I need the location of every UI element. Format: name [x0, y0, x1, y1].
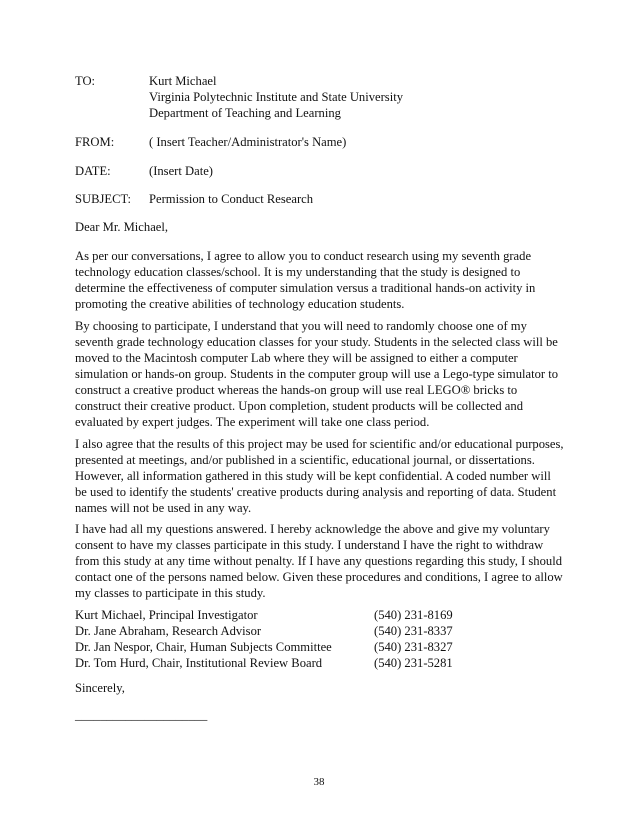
paragraph-line: However, all information gathered in this study will be kept confidential. A coded number will: [75, 469, 551, 483]
contact-row: [75, 623, 555, 639]
contact-name: Dr. Jane Abraham, Research Advisor: [75, 624, 262, 638]
contact-row: [75, 607, 555, 623]
contact-phone: (540) 231-5281: [374, 656, 453, 670]
recipient-name: Kurt Michael: [149, 74, 217, 88]
paragraph-line: contact one of the persons named below. Given these procedures and conditions, I agree to allow: [75, 570, 563, 584]
contact-name: Kurt Michael, Principal Investigator: [75, 608, 258, 622]
paragraph-line: from this study at any time without penalty. If I have any questions regarding this study, I should: [75, 554, 562, 568]
date-label: DATE:: [75, 164, 111, 178]
paragraph-line: determine the effectiveness of computer simulation versus a traditional hands-on activity in: [75, 281, 536, 295]
paragraph-line: construct their creative product. Upon completion, student products will be collected and: [75, 399, 523, 413]
contact-phone: (540) 231-8169: [374, 608, 453, 622]
paragraph-line: my classes to participate in this study.: [75, 586, 266, 600]
contact-row: [75, 639, 555, 655]
contact-list: [75, 607, 555, 671]
paragraph-line: evaluated by expert judges. The experiment will take one class period.: [75, 415, 430, 429]
paragraph-line: moved to the Macintosh computer Lab where they will be assigned to either a computer: [75, 351, 518, 365]
paragraph-line: As per our conversations, I agree to allow you to conduct research using my seventh grade: [75, 249, 532, 263]
to-label: TO:: [75, 74, 96, 88]
paragraph-line: By choosing to participate, I understand that you will need to randomly choose one of my: [75, 319, 527, 333]
paragraph-line: names will not be used in any way.: [75, 501, 252, 515]
from-label: FROM:: [75, 135, 115, 149]
paragraph-consent: [75, 521, 562, 601]
recipient-department: Department of Teaching and Learning: [149, 106, 341, 120]
subject-value: [149, 191, 313, 207]
paragraph-line: I have had all my questions answered. I hereby acknowledge the above and give my voluntary: [75, 522, 550, 536]
from-value: [149, 134, 346, 150]
paragraph-line: promoting the creative abilities of technology education students.: [75, 297, 405, 311]
paragraph-procedure: [75, 318, 562, 430]
contact-phone: (540) 231-8337: [374, 624, 453, 638]
paragraph-line: I also agree that the results of this project may be used for scientific and/or educational purposes,: [75, 437, 564, 451]
contact-name: Dr. Jan Nespor, Chair, Human Subjects Committee: [75, 640, 332, 654]
date-text: (Insert Date): [149, 164, 213, 178]
paragraph-line: be used to identify the students' creative products during analysis and reporting of data. Student: [75, 485, 557, 499]
paragraph-line: consent to have my classes participate in this study. I understand I have the right to withdraw: [75, 538, 544, 552]
date-value: [149, 163, 213, 179]
contact-row: [75, 655, 555, 671]
signature-line: _____________________: [75, 708, 208, 722]
sender-name: ( Insert Teacher/Administrator's Name): [149, 135, 347, 149]
closing: Sincerely,: [75, 681, 125, 695]
to-recipient: [149, 73, 403, 121]
paragraph-line: seventh grade technology education classes for your study. Students in the selected class will be: [75, 335, 558, 349]
paragraph-agreement: [75, 248, 562, 312]
page-number: 38: [313, 776, 325, 788]
paragraph-line: technology education classes/school. It is my understanding that the study is designed to: [75, 265, 521, 279]
paragraph-line: construct a creative product whereas the hands-on group will use real LEGO® bricks to: [75, 383, 518, 397]
recipient-institution: Virginia Polytechnic Institute and State University: [149, 90, 403, 104]
paragraph-line: simulation or hands-on group. Students in the computer group will use a Lego-type simulator to: [75, 367, 559, 381]
salutation: Dear Mr. Michael,: [75, 220, 169, 234]
paragraph-confidentiality: [75, 436, 562, 516]
contact-name: Dr. Tom Hurd, Chair, Institutional Review Board: [75, 656, 323, 670]
paragraph-line: presented at meetings, and/or published in a scientific, educational journal, or dissertations.: [75, 453, 535, 467]
subject-label: SUBJECT:: [75, 192, 132, 206]
subject-text: Permission to Conduct Research: [149, 192, 314, 206]
contact-phone: (540) 231-8327: [374, 640, 453, 654]
